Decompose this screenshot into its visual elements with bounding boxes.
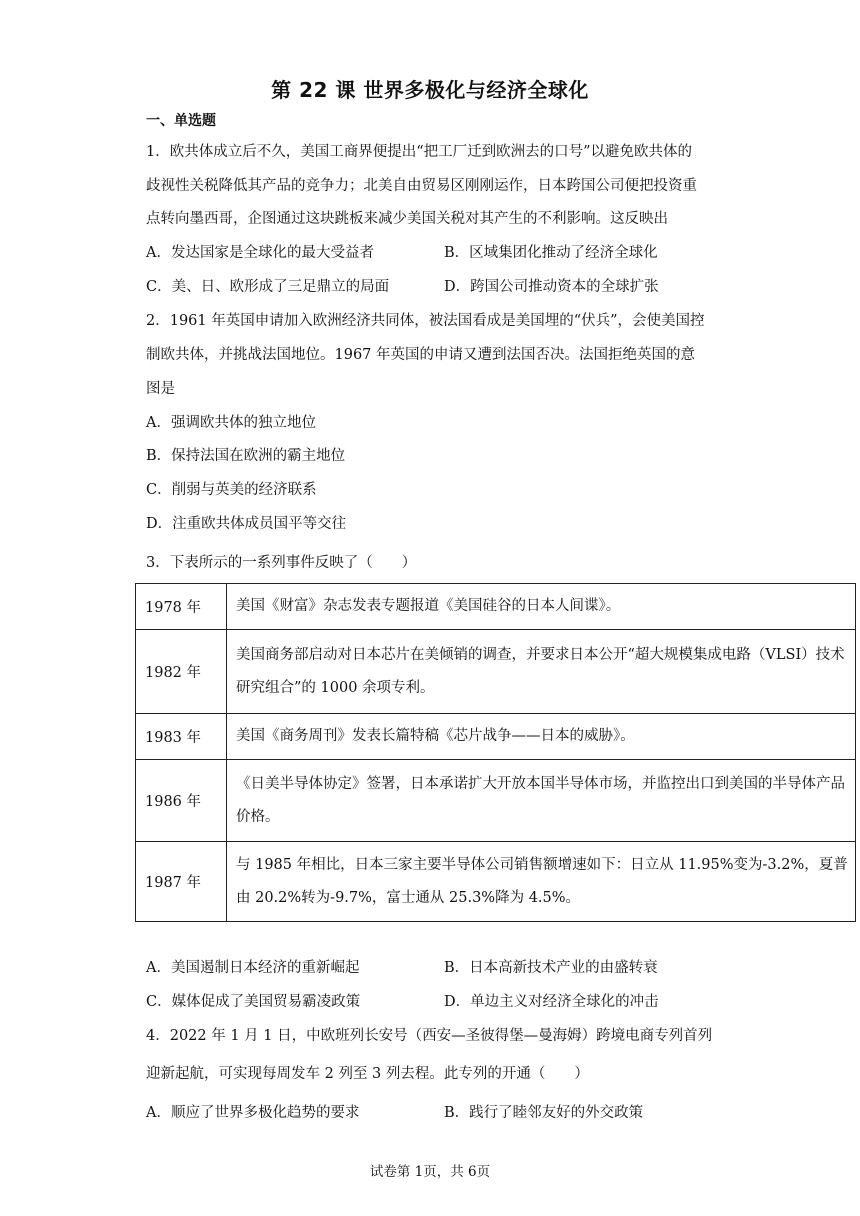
question-1-option-a[interactable]: A．发达国家是全球化的最大受益者 [146,245,374,261]
question-2-option-d[interactable]: D．注重欧共体成员国平等交往 [146,516,347,532]
question-4-stem-line-1: 4．2022 年 1 月 1 日，中欧班列长安号（西安—圣彼得堡—曼海姆）跨境电商专列首列 [146,1028,713,1044]
question-2-option-c[interactable]: C．削弱与英美的经济联系 [146,482,317,498]
table-row [136,714,856,760]
question-3-stem: 3．下表所示的一系列事件反映了（ ） [146,555,417,571]
question-2-stem-line-2: 制欧共体，并挑战法国地位。1967 年英国的申请又遭到法国否决。法国拒绝英国的意 [146,347,696,363]
table-event-cell: 美国商务部启动对日本芯片在美倾销的调查，并要求日本公开“超大规模集成电路（VLSI）技术研究组合”的 1000 余项专利。 [227,630,856,714]
question-2-stem-line-3: 图是 [146,381,175,397]
question-3-option-d[interactable]: D．单边主义对经济全球化的冲击 [444,994,659,1010]
question-2-option-b[interactable]: B．保持法国在欧洲的霸主地位 [146,448,346,464]
table-row [136,760,856,842]
question-1-stem-line-3: 点转向墨西哥，企图通过这块跳板来减少美国关税对其产生的不利影响。这反映出 [146,211,668,227]
events-table [135,583,856,922]
question-1-option-c[interactable]: C．美、日、欧形成了三足鼎立的局面 [146,279,390,295]
table-year-cell: 1978 年 [136,584,227,630]
question-3-option-b[interactable]: B．日本高新技术产业的由盛转衰 [444,960,658,976]
question-4-option-a[interactable]: A．顺应了世界多极化趋势的要求 [146,1105,360,1121]
question-3-option-c[interactable]: C．媒体促成了美国贸易霸凌政策 [146,994,361,1010]
question-1-option-b[interactable]: B．区域集团化推动了经济全球化 [444,245,658,261]
question-2-stem-line-1: 2．1961 年英国申请加入欧洲经济共同体，被法国看成是美国埋的“伏兵”，会使美国控 [146,313,705,329]
table-row [136,584,856,630]
question-3-option-a[interactable]: A．美国遏制日本经济的重新崛起 [146,960,360,976]
table-event-cell: 与 1985 年相比，日本三家主要半导体公司销售额增速如下：日立从 11.95%变为-3.2%，夏普由 20.2%转为-9.7%，富士通从 25.3%降为 4.5%。 [227,842,856,922]
question-1-option-d[interactable]: D．跨国公司推动资本的全球扩张 [444,279,659,295]
table-year-cell: 1987 年 [136,842,227,922]
table-event-cell: 美国《商务周刊》发表长篇特稿《芯片战争——日本的威胁》。 [227,714,856,760]
table-row [136,842,856,922]
page-footer: 试卷第 1页，共 6页 [369,1164,491,1180]
table-event-cell: 《日美半导体协定》签署，日本承诺扩大开放本国半导体市场，并监控出口到美国的半导体产品价格。 [227,760,856,842]
question-2-option-a[interactable]: A．强调欧共体的独立地位 [146,415,316,431]
table-year-cell: 1983 年 [136,714,227,760]
table-year-cell: 1982 年 [136,630,227,714]
question-4-stem-line-2: 迎新起航，可实现每周发车 2 列至 3 列去程。此专列的开通（ ） [146,1066,589,1082]
question-1-stem-line-1: 1．欧共体成立后不久，美国工商界便提出“把工厂迁到欧洲去的口号”以避免欧共体的 [146,144,693,160]
table-year-cell: 1986 年 [136,760,227,842]
question-4-option-b[interactable]: B．践行了睦邻友好的外交政策 [444,1105,644,1121]
table-event-cell: 美国《财富》杂志发表专题报道《美国硅谷的日本人间谍》。 [227,584,856,630]
question-1-stem-line-2: 歧视性关税降低其产品的竞争力；北美自由贸易区刚刚运作，日本跨国公司便把投资重 [146,178,697,194]
table-row [136,630,856,714]
section-heading: 一、单选题 [146,113,216,129]
page-title: 第 22 课 世界多极化与经济全球化 [271,78,589,102]
